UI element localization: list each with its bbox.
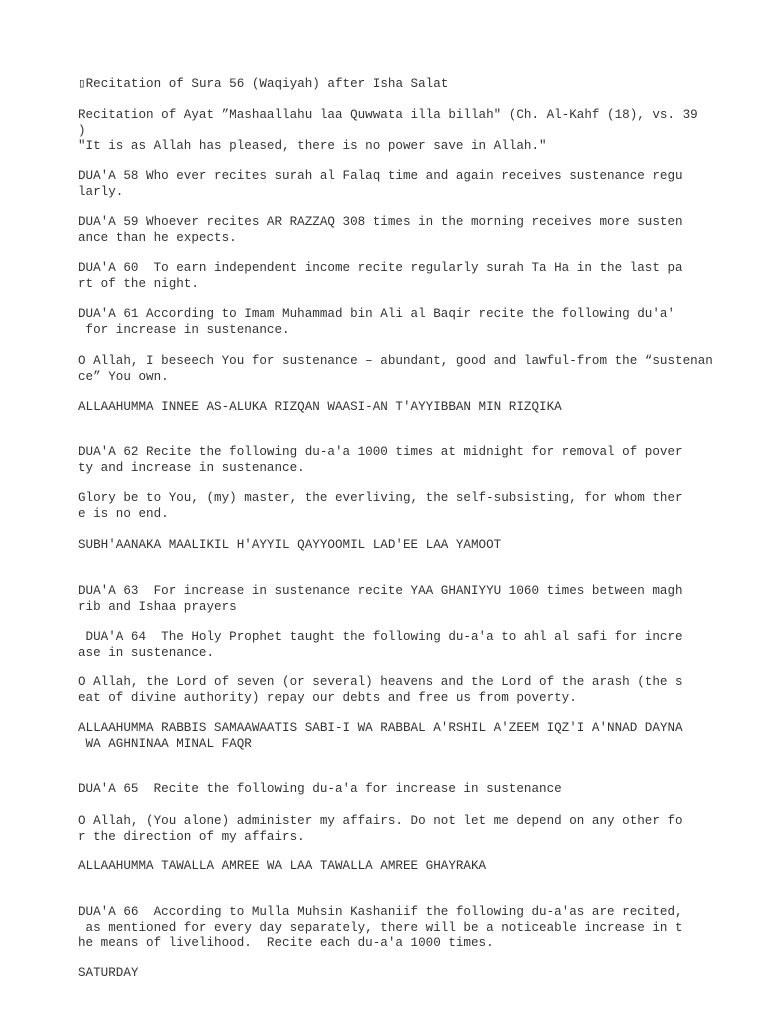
paragraph-duaa-58: DUA'A 58 Who ever recites surah al Falaq time and again receives sustenance regu larly. (78, 169, 683, 199)
paragraph-duaa-63: DUA'A 63 For increase in sustenance recite YAA GHANIYYU 1060 times between magh rib and Ishaa prayers (78, 584, 683, 614)
paragraph-duaa-61: DUA'A 61 According to Imam Muhammad bin Ali al Baqir recite the following du'a' for increase in sustenance. (78, 307, 676, 337)
paragraph-arabic-65: ALLAAHUMMA TAWALLA AMREE WA LAA TAWALLA AMREE GHAYRAKA (78, 859, 487, 873)
paragraph-translation-64: O Allah, the Lord of seven (or several) heavens and the Lord of the arash (the s eat of divine authority) repay our debts and free us from poverty. (78, 675, 683, 705)
paragraph-arabic-62: SUBH'AANAKA MAALIKIL H'AYYIL QAYYOOMIL LAD'EE LAA YAMOOT (78, 538, 502, 552)
paragraph-translation-65: O Allah, (You alone) administer my affairs. Do not let me depend on any other fo r the direction of my affairs. (78, 814, 683, 844)
paragraph-translation-61: O Allah, I beseech You for sustenance – abundant, good and lawful-from the “sustenan ce” You own. (78, 354, 713, 384)
heading-saturday: SATURDAY (78, 966, 139, 980)
paragraph-ayat-mashaallah: Recitation of Ayat ”Mashaallahu laa Quwwata illa billah" (Ch. Al-Kahf (18), vs. 39 ) "It is as Allah has pleased, there is no power save in Allah." (78, 108, 698, 153)
paragraph-duaa-65: DUA'A 65 Recite the following du-a'a for increase in sustenance (78, 782, 562, 796)
paragraph-duaa-60: DUA'A 60 To earn independent income recite regularly surah Ta Ha in the last pa rt of the night. (78, 261, 683, 291)
heading-sura-waqiyah: ▯Recitation of Sura 56 (Waqiyah) after Isha Salat (78, 77, 449, 91)
paragraph-duaa-59: DUA'A 59 Whoever recites AR RAZZAQ 308 times in the morning receives more susten ance than he expects. (78, 215, 683, 245)
paragraph-arabic-64: ALLAAHUMMA RABBIS SAMAAWAATIS SABI-I WA RABBAL A'RSHIL A'ZEEM IQZ'I A'NNAD DAYNA WA AGHNINAA MINAL FAQR (78, 721, 683, 751)
paragraph-arabic-61: ALLAAHUMMA INNEE AS-ALUKA RIZQAN WAASI-AN T'AYYIBBAN MIN RIZQIKA (78, 400, 562, 414)
paragraph-translation-62: Glory be to You, (my) master, the everliving, the self-subsisting, for whom ther e is no end. (78, 491, 683, 521)
paragraph-duaa-62: DUA'A 62 Recite the following du-a'a 1000 times at midnight for removal of pover ty and increase in sustenance. (78, 445, 683, 475)
paragraph-duaa-64: DUA'A 64 The Holy Prophet taught the following du-a'a to ahl al safi for incre ase in sustenance. (78, 630, 683, 660)
paragraph-duaa-66: DUA'A 66 According to Mulla Muhsin Kashaniif the following du-a'as are recited, as mentioned for every day separately, there will be a noticeable increase in t he means of livelihood. Recite each du-a'a 1000 times. (78, 905, 683, 950)
